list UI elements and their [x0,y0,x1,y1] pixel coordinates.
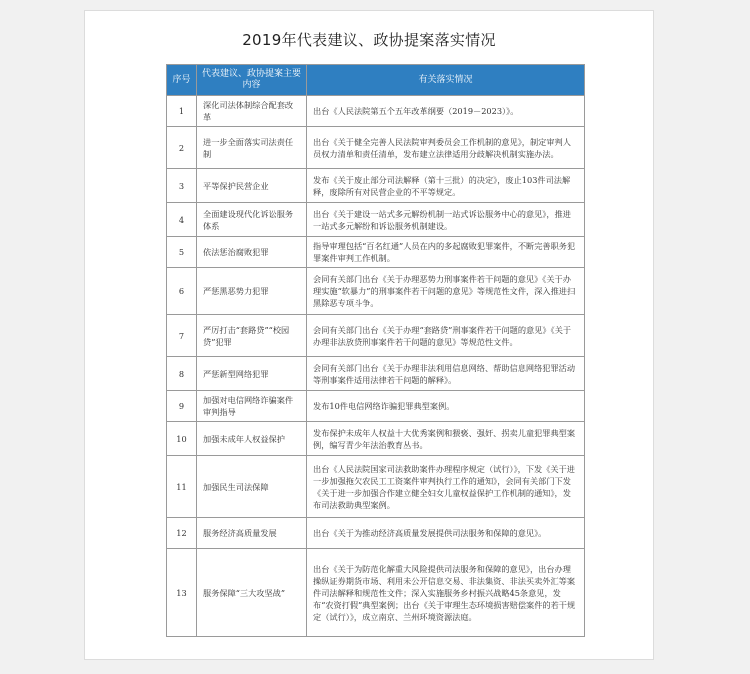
row-number: 10 [167,422,197,456]
row-content: 深化司法体制综合配套改革 [197,96,307,127]
row-content: 全面建设现代化诉讼服务体系 [197,203,307,237]
row-number: 9 [167,391,197,422]
header-content: 代表建议、政协提案主要内容 [197,65,307,96]
row-status: 指导审理包括“百名红通”人员在内的多起腐败犯罪案件，不断完善职务犯罪案件审判工作机制。 [307,237,585,268]
table-row [167,315,585,357]
row-content: 加强民生司法保障 [197,456,307,518]
table-row [167,456,585,518]
row-number: 4 [167,203,197,237]
table-row [167,237,585,268]
row-status: 会同有关部门出台《关于办理非法利用信息网络、帮助信息网络犯罪活动等刑事案件适用法律若干问题的解释》。 [307,357,585,391]
row-content: 依法惩治腐败犯罪 [197,237,307,268]
row-content: 严惩新型网络犯罪 [197,357,307,391]
row-content: 服务保障“三大攻坚战” [197,549,307,637]
row-status: 出台《关于健全完善人民法院审判委员会工作机制的意见》，制定审判人员权力清单和责任清单，发布建立法律适用分歧解决机制实施办法。 [307,127,585,169]
table-row [167,96,585,127]
table-row [167,518,585,549]
table-row [167,357,585,391]
row-status: 出台《人民法院第五个五年改革纲要（2019－2023）》。 [307,96,585,127]
row-content: 严惩黑恶势力犯罪 [197,268,307,315]
table-row [167,203,585,237]
row-content: 进一步全面落实司法责任制 [197,127,307,169]
row-content: 严厉打击“套路贷”“校园贷”犯罪 [197,315,307,357]
row-status: 出台《关于为防范化解重大风险提供司法服务和保障的意见》，出台办理操纵证券期货市场、利用未公开信息交易、非法集资、非法买卖外汇等案件司法解释和规范性文件；深入实施服务乡村振兴战略45条意见，发布“农资打假”典型案例；出台《关于审理生态环境损害赔偿案件的若干规定（试行）》，成立南京、兰州环境资源法庭。 [307,549,585,637]
row-status: 会同有关部门出台《关于办理恶势力刑事案件若干问题的意见》《关于办理实施“软暴力”的刑事案件若干问题的意见》等规范性文件，深入推进扫黑除恶专项斗争。 [307,268,585,315]
document-title: 2019年代表建议、政协提案落实情况 [242,31,496,49]
proposal-table [166,64,585,637]
table-row [167,169,585,203]
table-row [167,391,585,422]
row-status: 出台《关于为推动经济高质量发展提供司法服务和保障的意见》。 [307,518,585,549]
row-content: 平等保护民营企业 [197,169,307,203]
row-status: 出台《人民法院国家司法救助案件办理程序规定（试行）》，下发《关于进一步加强拖欠农民工工资案件审判执行工作的通知》，会同有关部门下发《关于进一步加强合作建立健全妇女儿童权益保护工作机制的通知》，发布司法救助典型案例。 [307,456,585,518]
document-page [84,10,654,660]
row-number: 11 [167,456,197,518]
table-row [167,549,585,637]
row-status: 出台《关于建设一站式多元解纷机制一站式诉讼服务中心的意见》，推进一站式多元解纷和诉讼服务机制建设。 [307,203,585,237]
table-row [167,422,585,456]
table-header-row [167,65,585,96]
row-status: 发布10件电信网络诈骗犯罪典型案例。 [307,391,585,422]
row-number: 2 [167,127,197,169]
row-content: 服务经济高质量发展 [197,518,307,549]
row-number: 13 [167,549,197,637]
row-number: 1 [167,96,197,127]
header-status: 有关落实情况 [307,65,585,96]
row-status: 会同有关部门出台《关于办理“套路贷”刑事案件若干问题的意见》《关于办理非法放贷刑事案件若干问题的意见》等规范性文件。 [307,315,585,357]
row-number: 5 [167,237,197,268]
row-number: 3 [167,169,197,203]
row-status: 发布保护未成年人权益十大优秀案例和猥亵、强奸、拐卖儿童犯罪典型案例，编写青少年法治教育丛书。 [307,422,585,456]
row-number: 6 [167,268,197,315]
row-content: 加强对电信网络诈骗案件审判指导 [197,391,307,422]
table-row [167,268,585,315]
scrollbar-track[interactable] [738,0,750,674]
row-number: 8 [167,357,197,391]
row-status: 发布《关于废止部分司法解释（第十三批）的决定》，废止103件司法解释，废除所有对民营企业的不平等规定。 [307,169,585,203]
row-number: 12 [167,518,197,549]
header-no: 序号 [167,65,197,96]
row-content: 加强未成年人权益保护 [197,422,307,456]
table-row [167,127,585,169]
row-number: 7 [167,315,197,357]
